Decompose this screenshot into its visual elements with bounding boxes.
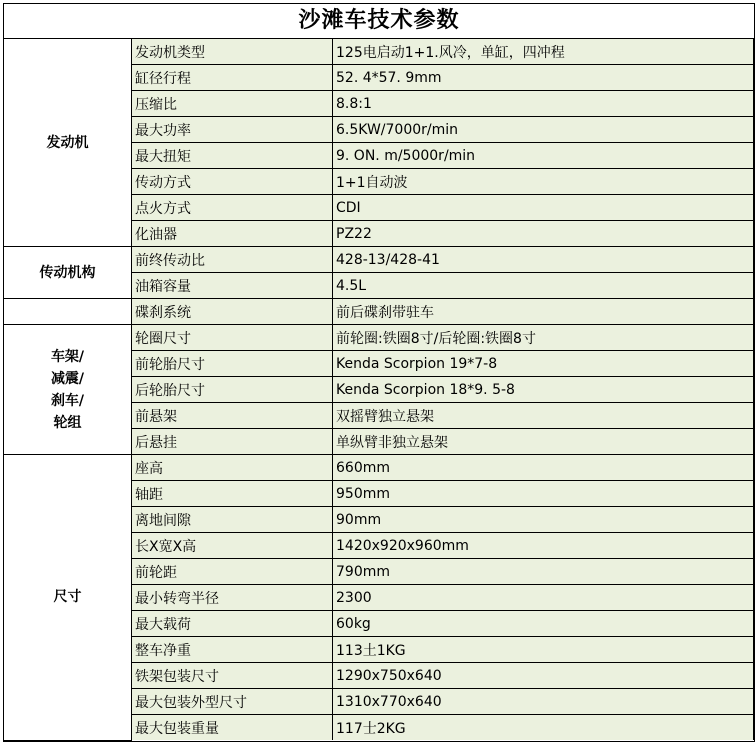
category-label: 轮组 [53,414,82,431]
param-name-cell: 前轮距 [132,559,333,585]
category-cell [4,39,132,247]
param-value-cell: 6.5KW/7000r/min [333,117,754,143]
param-value-cell: 4.5L [333,273,754,299]
category-cell [4,299,132,325]
param-name-cell: 后悬挂 [132,429,333,455]
param-name-cell: 油箱容量 [132,273,333,299]
param-name-cell: 铁架包装尺寸 [132,663,333,689]
param-name-cell: 发动机类型 [132,39,333,65]
param-value-cell: 660mm [333,455,754,481]
sheet-title: 沙滩车技术参数 [4,4,754,39]
category-cell [4,247,132,299]
param-value-cell: 113土1KG [333,637,754,663]
category-label: 刹车/ [50,392,85,409]
param-value-cell: Kenda Scorpion 18*9. 5-8 [333,377,754,403]
table-row [4,247,754,273]
category-cell [4,455,132,741]
param-value-cell: 60kg [333,611,754,637]
param-value-cell: 1290x750x640 [333,663,754,689]
spec-table [4,39,754,741]
param-name-cell: 前终传动比 [132,247,333,273]
param-value-cell: 428-13/428-41 [333,247,754,273]
param-name-cell: 传动方式 [132,169,333,195]
param-value-cell: Kenda Scorpion 19*7-8 [333,351,754,377]
param-value-cell: PZ22 [333,221,754,247]
param-name-cell: 最小转弯半径 [132,585,333,611]
param-value-cell: 2300 [333,585,754,611]
category-label: 传动机构 [39,264,96,281]
param-name-cell: 最大扭矩 [132,143,333,169]
param-name-cell: 最大载荷 [132,611,333,637]
param-name-cell: 化油器 [132,221,333,247]
table-row [4,325,754,351]
param-name-cell: 最大包装重量 [132,715,333,741]
param-value-cell: 950mm [333,481,754,507]
param-value-cell: CDI [333,195,754,221]
param-value-cell: 8.8:1 [333,91,754,117]
param-name-cell: 点火方式 [132,195,333,221]
param-name-cell: 整车净重 [132,637,333,663]
param-value-cell: 117士2KG [333,715,754,741]
param-value-cell: 125电启动1+1.风冷，单缸，四冲程 [333,39,754,65]
param-name-cell: 前悬架 [132,403,333,429]
param-value-cell: 单纵臂非独立悬架 [333,429,754,455]
category-label: 尺寸 [53,589,82,606]
table-row [4,455,754,481]
table-row [4,299,754,325]
param-value-cell: 1+1自动波 [333,169,754,195]
param-name-cell: 压缩比 [132,91,333,117]
param-value-cell: 1310x770x640 [333,689,754,715]
param-value-cell: 1420x920x960mm [333,533,754,559]
param-name-cell: 碟刹系统 [132,299,333,325]
param-name-cell: 缸径行程 [132,65,333,91]
param-name-cell: 前轮胎尺寸 [132,351,333,377]
param-name-cell: 后轮胎尺寸 [132,377,333,403]
param-value-cell: 前后碟刹带驻车 [333,299,754,325]
param-name-cell: 离地间隙 [132,507,333,533]
category-cell [4,325,132,455]
param-value-cell: 790mm [333,559,754,585]
param-value-cell: 9. ON. m/5000r/min [333,143,754,169]
category-label: 车架/ [50,348,85,365]
category-label: 减震/ [50,370,85,387]
spec-sheet [3,3,755,742]
param-value-cell: 双摇臂独立悬架 [333,403,754,429]
param-value-cell: 前轮圈:铁圈8寸/后轮圈:铁圈8寸 [333,325,754,351]
table-row [4,39,754,65]
param-name-cell: 轮圈尺寸 [132,325,333,351]
param-name-cell: 最大功率 [132,117,333,143]
param-name-cell: 最大包装外型尺寸 [132,689,333,715]
param-name-cell: 轴距 [132,481,333,507]
param-value-cell: 52. 4*57. 9mm [333,65,754,91]
param-name-cell: 座高 [132,455,333,481]
param-value-cell: 90mm [333,507,754,533]
param-name-cell: 长X宽X高 [132,533,333,559]
category-label: 发动机 [46,134,89,151]
